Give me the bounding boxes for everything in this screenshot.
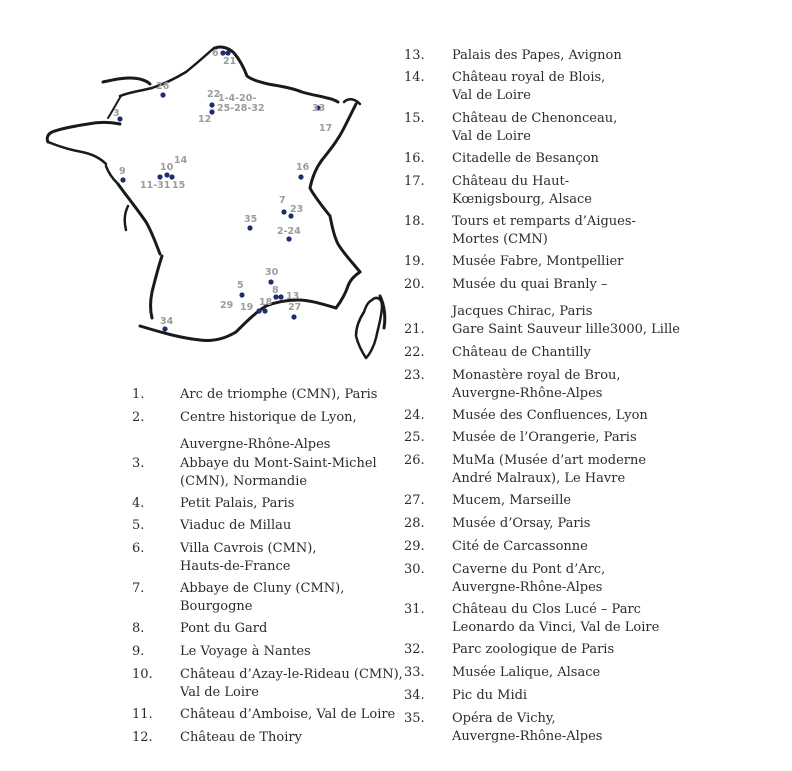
list-item-number: 21. <box>404 322 425 337</box>
list-item-text <box>452 150 599 168</box>
list-item-line: Val de Loire <box>452 129 531 144</box>
list-item-line: Château de Chantilly <box>452 345 591 360</box>
list-item-text <box>452 253 623 271</box>
list-item-line: Jacques Chirac, Paris <box>452 304 593 319</box>
map-label: 1-4-20- <box>218 93 257 104</box>
list-item-number: 23. <box>404 368 425 383</box>
list-item-line: Auvergne-Rhône-Alpes <box>452 580 603 595</box>
list-item-text <box>180 517 291 535</box>
site-marker <box>278 294 283 299</box>
list-item-text <box>452 710 602 746</box>
site-marker <box>162 326 167 331</box>
list-item-text <box>180 620 267 638</box>
list-item-line: Château de Thoiry <box>180 730 302 745</box>
map-label: 14 <box>174 155 188 166</box>
list-item-line: Petit Palais, Paris <box>180 496 295 511</box>
list-item-line: Musée de l’Orangerie, Paris <box>452 430 637 445</box>
list-item-number: 19. <box>404 254 425 269</box>
list-item-line: Caverne du Pont d’Arc, <box>452 562 606 577</box>
list-item-number: 33. <box>404 665 425 680</box>
list-item-line: Mortes (CMN) <box>452 232 548 247</box>
list-item-text <box>452 601 659 637</box>
list-item-number: 17. <box>404 174 425 189</box>
site-marker <box>281 209 286 214</box>
list-item-text <box>452 561 605 597</box>
list-item-line: (CMN), Normandie <box>180 474 308 489</box>
list-item-text <box>180 643 311 661</box>
list-item-number: 34. <box>404 688 425 703</box>
map-label: 6 <box>212 48 219 59</box>
list-item-line: Abbaye de Cluny (CMN), <box>180 581 345 596</box>
map-label: 26 <box>156 81 170 92</box>
list-item-line: MuMa (Musée d’art moderne <box>452 453 647 468</box>
list-item-number: 13. <box>404 48 425 63</box>
map-label: 16 <box>296 162 310 173</box>
list-item-text <box>452 687 527 705</box>
map-label: 11-31 <box>140 180 171 191</box>
list-item-number: 20. <box>404 277 425 292</box>
list-item-line: Parc zoologique de Paris <box>452 642 615 657</box>
list-item-text <box>452 492 571 510</box>
list-item-line: Kœnigsbourg, Alsace <box>452 192 593 207</box>
list-item-text <box>452 173 592 209</box>
list-item-number: 16. <box>404 151 425 166</box>
site-marker <box>262 308 267 313</box>
list-item-number: 29. <box>404 539 425 554</box>
map-label: 23 <box>290 204 304 215</box>
site-marker <box>268 279 273 284</box>
list-item-number: 11. <box>132 707 153 722</box>
list-item-number: 1. <box>132 387 145 402</box>
list-item-line: Château royal de Blois, <box>452 70 606 85</box>
list-item-number: 22. <box>404 345 425 360</box>
list-item-line: Val de Loire <box>452 88 531 103</box>
list-item-line: Cité de Carcassonne <box>452 539 588 554</box>
map-label: 19 <box>240 302 254 313</box>
list-item-number: 10. <box>132 667 153 682</box>
map-label: 30 <box>265 267 279 278</box>
list-item-line: Hauts-de-France <box>180 559 291 574</box>
list-item-number: 27. <box>404 493 425 508</box>
list-item-number: 3. <box>132 456 145 471</box>
list-item-text <box>452 110 617 146</box>
map-label: 8 <box>272 285 279 296</box>
list-item-line: Monastère royal de Brou, <box>452 368 621 383</box>
list-item-text <box>180 580 344 616</box>
list-item-line: Musée Lalique, Alsace <box>452 665 601 680</box>
list-item-text <box>180 495 294 513</box>
site-marker <box>160 92 165 97</box>
map-label: 5 <box>237 280 244 291</box>
site-marker <box>157 174 162 179</box>
list-item-line: Château du Haut- <box>452 174 570 189</box>
list-item-text <box>180 729 302 747</box>
list-item-number: 9. <box>132 644 145 659</box>
site-marker <box>291 314 296 319</box>
map-label: 3 <box>113 108 120 119</box>
list-item-line: Auvergne-Rhône-Alpes <box>452 386 603 401</box>
map-label: 18 <box>259 297 273 308</box>
list-item-text <box>452 276 607 321</box>
list-item-line: André Malraux), Le Havre <box>452 471 626 486</box>
map-label: 34 <box>160 316 174 327</box>
list-item-line: Pont du Gard <box>180 621 268 636</box>
map-label: 15 <box>172 180 186 191</box>
list-item-number: 2. <box>132 410 145 425</box>
list-item-text <box>452 641 614 659</box>
list-item-number: 14. <box>404 70 425 85</box>
site-marker <box>239 292 244 297</box>
list-item-line: Villa Cavrois (CMN), <box>180 541 317 556</box>
list-item-text <box>452 367 621 403</box>
list-item-number: 35. <box>404 711 425 726</box>
list-item-text <box>180 386 377 404</box>
list-item-text <box>452 69 605 105</box>
list-item-number: 31. <box>404 602 425 617</box>
list-item-text <box>180 540 316 576</box>
list-item-number: 30. <box>404 562 425 577</box>
map-label: 10 <box>160 162 174 173</box>
list-item-line: Musée Fabre, Montpellier <box>452 254 624 269</box>
list-item-text <box>452 344 591 362</box>
map-label: 25-28-32 <box>217 103 265 114</box>
list-item-line: Gare Saint Sauveur lille3000, Lille <box>452 322 680 337</box>
list-item-line: Abbaye du Mont-Saint-Michel <box>180 456 377 471</box>
list-item-line: Château de Chenonceau, <box>452 111 618 126</box>
list-item-line: Le Voyage à Nantes <box>180 644 311 659</box>
site-marker <box>164 172 169 177</box>
list-item-text <box>180 455 377 491</box>
list-item-line: Val de Loire <box>180 685 259 700</box>
list-item-number: 12. <box>132 730 153 745</box>
map-label: 9 <box>119 166 126 177</box>
list-item-line: Centre historique de Lyon, <box>180 410 357 425</box>
map-label: 2-24 <box>277 226 301 237</box>
list-item-text <box>452 664 600 682</box>
map-label: 35 <box>244 214 258 225</box>
list-item-text <box>452 213 636 249</box>
list-item-line: Musée d’Orsay, Paris <box>452 516 591 531</box>
list-item-number: 8. <box>132 621 145 636</box>
list-item-line: Opéra de Vichy, <box>452 711 556 726</box>
list-item-line: Palais des Papes, Avignon <box>452 48 622 63</box>
list-item-number: 32. <box>404 642 425 657</box>
list-item-line: Leonardo da Vinci, Val de Loire <box>452 620 660 635</box>
list-item-text <box>452 538 588 556</box>
map-label: 17 <box>319 123 333 134</box>
list-item-line: Château d’Amboise, Val de Loire <box>180 707 396 722</box>
site-marker <box>286 236 291 241</box>
list-item-number: 26. <box>404 453 425 468</box>
list-item-number: 6. <box>132 541 145 556</box>
map-label: 27 <box>288 302 302 313</box>
list-item-number: 15. <box>404 111 425 126</box>
list-item-text <box>452 321 680 339</box>
map-label: 21 <box>223 56 237 67</box>
list-item-line: Musée des Confluences, Lyon <box>452 408 648 423</box>
list-item-text <box>452 407 648 425</box>
list-item-number: 5. <box>132 518 145 533</box>
site-marker <box>256 308 261 313</box>
list-item-line: Citadelle de Besançon <box>452 151 599 166</box>
list-item-text <box>452 452 646 488</box>
map-label: 29 <box>220 300 234 311</box>
site-marker <box>247 225 252 230</box>
site-marker <box>225 50 230 55</box>
list-item-number: 25. <box>404 430 425 445</box>
site-marker <box>120 177 125 182</box>
site-marker <box>169 174 174 179</box>
list-item-line: Arc de triomphe (CMN), Paris <box>180 387 378 402</box>
list-item-number: 7. <box>132 581 145 596</box>
map-label: 7 <box>279 195 286 206</box>
list-item-line: Bourgogne <box>180 599 253 614</box>
list-item-number: 28. <box>404 516 425 531</box>
site-marker <box>220 50 225 55</box>
site-marker <box>209 102 214 107</box>
list-item-line: Viaduc de Millau <box>180 518 292 533</box>
france-map <box>0 0 400 360</box>
list-item-line: Château d’Azay-le-Rideau (CMN), <box>180 667 403 682</box>
list-item-text <box>452 429 637 447</box>
list-item-number: 18. <box>404 214 425 229</box>
map-label: 12 <box>198 114 212 125</box>
list-item-line: Auvergne-Rhône-Alpes <box>452 729 603 744</box>
map-label: 22 <box>207 89 221 100</box>
list-item-text <box>180 409 357 454</box>
list-item-text <box>180 706 395 724</box>
map-label: 33 <box>312 103 326 114</box>
list-item-line: Tours et remparts d’Aigues- <box>452 214 636 229</box>
site-marker <box>298 174 303 179</box>
map-label: 13 <box>286 291 300 302</box>
list-item-number: 24. <box>404 408 425 423</box>
list-item-number: 4. <box>132 496 145 511</box>
list-item-line: Auvergne-Rhône-Alpes <box>180 437 331 452</box>
list-item-line: Mucem, Marseille <box>452 493 572 508</box>
list-item-line: Pic du Midi <box>452 688 528 703</box>
list-item-text <box>452 515 590 533</box>
list-item-text <box>452 47 622 65</box>
list-item-line: Musée du quai Branly – <box>452 277 608 292</box>
list-item-text <box>180 666 403 702</box>
list-item-line: Château du Clos Lucé – Parc <box>452 602 641 617</box>
